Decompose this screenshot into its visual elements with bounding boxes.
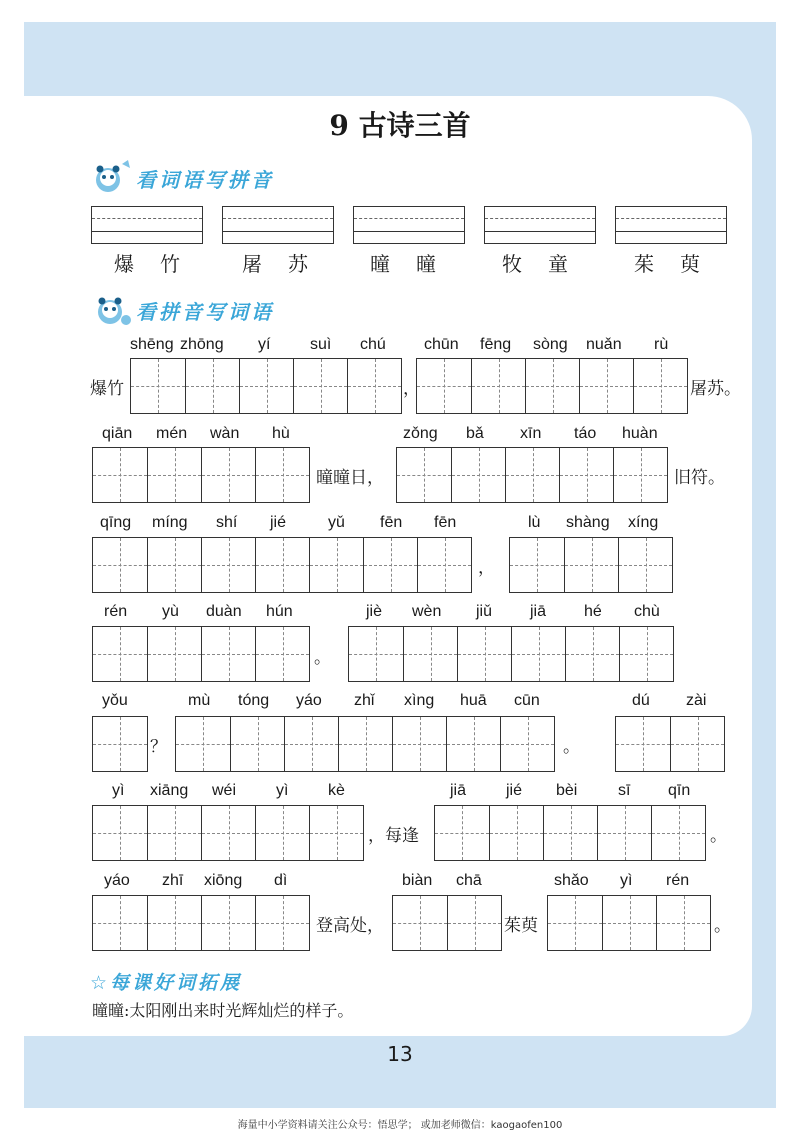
writing-grid[interactable] xyxy=(392,895,502,951)
writing-grid[interactable] xyxy=(547,895,711,951)
pinyin-label: yáo xyxy=(104,872,130,889)
writing-grid[interactable] xyxy=(92,805,364,861)
pinyin-label: suì xyxy=(310,336,332,353)
pinyin-label: yǔ xyxy=(328,514,345,531)
pinyin-label: yì xyxy=(276,782,289,799)
pinyin-label: qīn xyxy=(668,782,691,799)
grid-cell[interactable] xyxy=(597,806,651,860)
grid-cell[interactable] xyxy=(201,538,255,592)
grid-cell[interactable] xyxy=(392,717,446,771)
writing-grid[interactable] xyxy=(416,358,688,414)
grid-cell[interactable] xyxy=(670,717,724,771)
grid-cell[interactable] xyxy=(255,896,309,950)
text-tusu: 屠苏。 xyxy=(690,379,741,399)
pinyin-label: shàng xyxy=(566,514,610,531)
word-2: 屠苏 xyxy=(242,252,334,276)
section-header-2 xyxy=(92,290,274,330)
text-tongtongri: 曈曈日， xyxy=(316,468,384,488)
grid-cell[interactable] xyxy=(510,538,564,592)
pinyin-label: chù xyxy=(634,603,660,620)
writing-grid[interactable] xyxy=(92,895,310,951)
pinyin-label: yáo xyxy=(296,692,322,709)
pinyin-label: biàn xyxy=(402,872,433,889)
pinyin-label: kè xyxy=(328,782,345,799)
grid-cell[interactable] xyxy=(93,717,147,771)
pinyin-label: qīng xyxy=(100,514,132,531)
grid-cell[interactable] xyxy=(255,627,309,681)
text-period: 。 xyxy=(710,826,727,846)
pinyin-label: zhōng xyxy=(180,336,224,353)
pinyin-answer-box-3[interactable] xyxy=(353,206,465,244)
pinyin-label: jié xyxy=(506,782,523,799)
grid-cell[interactable] xyxy=(293,359,347,413)
text-meifeng: ，每逢 xyxy=(368,826,419,846)
pinyin-label: yǒu xyxy=(102,692,128,709)
writing-grid[interactable] xyxy=(434,805,706,861)
grid-cell[interactable] xyxy=(565,627,619,681)
pinyin-label: nuǎn xyxy=(586,336,622,353)
pinyin-label: xìng xyxy=(404,692,435,709)
grid-cell[interactable] xyxy=(564,538,618,592)
pinyin-label: zǒng xyxy=(403,425,438,442)
pinyin-answer-box-5[interactable] xyxy=(615,206,727,244)
grid-cell[interactable] xyxy=(93,896,147,950)
grid-cell[interactable] xyxy=(602,896,656,950)
grid-cell[interactable] xyxy=(619,627,673,681)
pinyin-label: hé xyxy=(584,603,602,620)
section-header-1 xyxy=(92,158,274,198)
pinyin-label: zài xyxy=(686,692,707,709)
pinyin-label: shēng xyxy=(130,336,174,353)
grid-cell[interactable] xyxy=(403,627,457,681)
pinyin-label: yì xyxy=(112,782,125,799)
grid-cell[interactable] xyxy=(451,448,505,502)
grid-cell[interactable] xyxy=(349,627,403,681)
grid-cell[interactable] xyxy=(338,717,392,771)
pinyin-label: jiè xyxy=(366,603,383,620)
pinyin-label: dì xyxy=(274,872,288,889)
writing-grid[interactable] xyxy=(130,358,402,414)
pinyin-label: dú xyxy=(632,692,650,709)
grid-cell[interactable] xyxy=(147,806,201,860)
text-period: 。 xyxy=(563,737,580,757)
pinyin-label: qiān xyxy=(102,425,133,442)
writing-grid[interactable] xyxy=(509,537,673,593)
pinyin-label: wèn xyxy=(412,603,442,620)
grid-cell[interactable] xyxy=(93,538,147,592)
grid-cell[interactable] xyxy=(397,448,451,502)
grid-cell[interactable] xyxy=(489,806,543,860)
pinyin-label: duàn xyxy=(206,603,242,620)
pinyin-label: yù xyxy=(162,603,179,620)
writing-grid[interactable] xyxy=(615,716,725,772)
pinyin-label: wéi xyxy=(212,782,237,799)
pinyin-label: fēn xyxy=(380,514,403,531)
grid-cell[interactable] xyxy=(616,717,670,771)
grid-cell[interactable] xyxy=(309,538,363,592)
pinyin-label: bǎ xyxy=(466,425,484,442)
grid-cell[interactable] xyxy=(201,448,255,502)
pinyin-answer-box-2[interactable] xyxy=(222,206,334,244)
pinyin-label: fēng xyxy=(480,336,512,353)
pinyin-label: hún xyxy=(266,603,293,620)
grid-cell[interactable] xyxy=(347,359,401,413)
panda-icon xyxy=(92,290,134,330)
panda-icon xyxy=(92,158,134,198)
pinyin-label: shí xyxy=(216,514,238,531)
pinyin-label: chūn xyxy=(424,336,459,353)
grid-cell[interactable] xyxy=(543,806,597,860)
page-number: 13 xyxy=(387,1042,413,1066)
pinyin-label: mù xyxy=(188,692,211,709)
page-title: 9 古诗三首 xyxy=(329,109,471,142)
grid-cell[interactable] xyxy=(500,717,554,771)
grid-cell[interactable] xyxy=(255,806,309,860)
writing-grid[interactable] xyxy=(175,716,555,772)
grid-cell[interactable] xyxy=(559,448,613,502)
word-4: 牧童 xyxy=(502,252,594,276)
grid-cell[interactable] xyxy=(201,627,255,681)
grid-cell[interactable] xyxy=(147,627,201,681)
pinyin-label: rén xyxy=(666,872,690,889)
writing-grid[interactable] xyxy=(92,537,472,593)
text-denggaochu: 登高处， xyxy=(316,916,384,936)
pinyin-label: cūn xyxy=(514,692,540,709)
grid-cell[interactable] xyxy=(147,538,201,592)
pinyin-label: sī xyxy=(618,782,631,799)
pinyin-label: chā xyxy=(456,872,482,889)
grid-cell[interactable] xyxy=(309,806,363,860)
grid-cell[interactable] xyxy=(185,359,239,413)
grid-cell[interactable] xyxy=(93,627,147,681)
pinyin-label: jiǔ xyxy=(476,603,493,620)
grid-cell[interactable] xyxy=(447,896,501,950)
text-comma: ， xyxy=(403,379,420,399)
pinyin-label: shǎo xyxy=(554,872,589,889)
pinyin-label: jié xyxy=(270,514,287,531)
grid-cell[interactable] xyxy=(471,359,525,413)
grid-cell[interactable] xyxy=(255,538,309,592)
pinyin-label: fēn xyxy=(434,514,457,531)
writing-grid[interactable] xyxy=(348,626,674,682)
pinyin-label: wàn xyxy=(210,425,240,442)
pinyin-label: táo xyxy=(574,425,597,442)
extension-definition: 曈曈:太阳刚出来时光辉灿烂的样子。 xyxy=(92,1001,354,1020)
pinyin-label: mén xyxy=(156,425,188,442)
grid-cell[interactable] xyxy=(656,896,710,950)
grid-cell[interactable] xyxy=(525,359,579,413)
pinyin-label: jiā xyxy=(530,603,547,620)
grid-cell[interactable] xyxy=(457,627,511,681)
word-3: 曈曈 xyxy=(370,252,462,276)
pinyin-label: xiōng xyxy=(204,872,243,889)
grid-cell[interactable] xyxy=(147,896,201,950)
section-title-3: 每课好词拓展 xyxy=(110,972,243,994)
pinyin-label: jiā xyxy=(450,782,467,799)
grid-cell[interactable] xyxy=(201,806,255,860)
pinyin-label: hù xyxy=(272,425,290,442)
grid-cell[interactable] xyxy=(93,448,147,502)
writing-grid[interactable] xyxy=(92,626,310,682)
grid-cell[interactable] xyxy=(511,627,565,681)
pinyin-label: tóng xyxy=(238,692,270,709)
pinyin-label: míng xyxy=(152,514,188,531)
grid-cell[interactable] xyxy=(255,448,309,502)
pinyin-label: lù xyxy=(528,514,541,531)
pinyin-answer-box-4[interactable] xyxy=(484,206,596,244)
grid-cell[interactable] xyxy=(284,717,338,771)
word-5: 茱萸 xyxy=(634,252,726,276)
grid-cell[interactable] xyxy=(417,359,471,413)
pinyin-label: sòng xyxy=(533,336,568,353)
section-header-3 xyxy=(90,968,242,995)
writing-grid[interactable] xyxy=(396,447,668,503)
grid-cell[interactable] xyxy=(633,359,687,413)
pinyin-label: zhǐ xyxy=(354,692,375,709)
grid-cell[interactable] xyxy=(239,359,293,413)
grid-cell[interactable] xyxy=(505,448,559,502)
star-icon: ☆ xyxy=(90,972,111,994)
pinyin-label: huā xyxy=(460,692,487,709)
text-zhuyu: 茱萸 xyxy=(504,916,538,936)
text-jiufu: 旧符。 xyxy=(674,468,725,488)
text-period: 。 xyxy=(714,916,731,936)
grid-cell[interactable] xyxy=(651,806,705,860)
text-comma: ， xyxy=(478,558,495,578)
grid-cell[interactable] xyxy=(446,717,500,771)
text-baozhu: 爆竹 xyxy=(90,379,124,399)
pinyin-label: rén xyxy=(104,603,128,620)
grid-cell[interactable] xyxy=(417,538,471,592)
grid-cell[interactable] xyxy=(435,806,489,860)
grid-cell[interactable] xyxy=(147,448,201,502)
grid-cell[interactable] xyxy=(613,448,667,502)
grid-cell[interactable] xyxy=(363,538,417,592)
grid-cell[interactable] xyxy=(548,896,602,950)
section-title-1: 看词语写拼音 xyxy=(136,167,274,192)
pinyin-label: bèi xyxy=(556,782,578,799)
grid-cell[interactable] xyxy=(176,717,230,771)
pinyin-label: zhī xyxy=(162,872,184,889)
pinyin-label: yì xyxy=(620,872,633,889)
pinyin-label: rù xyxy=(654,336,669,353)
pinyin-answer-box-1[interactable] xyxy=(91,206,203,244)
writing-grid[interactable] xyxy=(92,716,148,772)
pinyin-label: xiāng xyxy=(150,782,189,799)
grid-cell[interactable] xyxy=(93,806,147,860)
grid-cell[interactable] xyxy=(393,896,447,950)
grid-cell[interactable] xyxy=(201,896,255,950)
pinyin-label: xíng xyxy=(628,514,659,531)
word-1: 爆竹 xyxy=(114,252,206,276)
pinyin-label: xīn xyxy=(520,425,542,442)
writing-grid[interactable] xyxy=(92,447,310,503)
pinyin-label: huàn xyxy=(622,425,658,442)
grid-cell[interactable] xyxy=(618,538,672,592)
footer-note: 海量中小学资料请关注公众号：悟思学； 或加老师微信：kaogaofen100 xyxy=(237,1120,563,1131)
grid-cell[interactable] xyxy=(131,359,185,413)
pinyin-label: chú xyxy=(360,336,386,353)
grid-cell[interactable] xyxy=(579,359,633,413)
text-question: ？ xyxy=(150,737,167,757)
section-title-2: 看拼音写词语 xyxy=(136,299,274,324)
grid-cell[interactable] xyxy=(230,717,284,771)
pinyin-label: yí xyxy=(258,336,271,353)
text-period: 。 xyxy=(314,648,331,668)
